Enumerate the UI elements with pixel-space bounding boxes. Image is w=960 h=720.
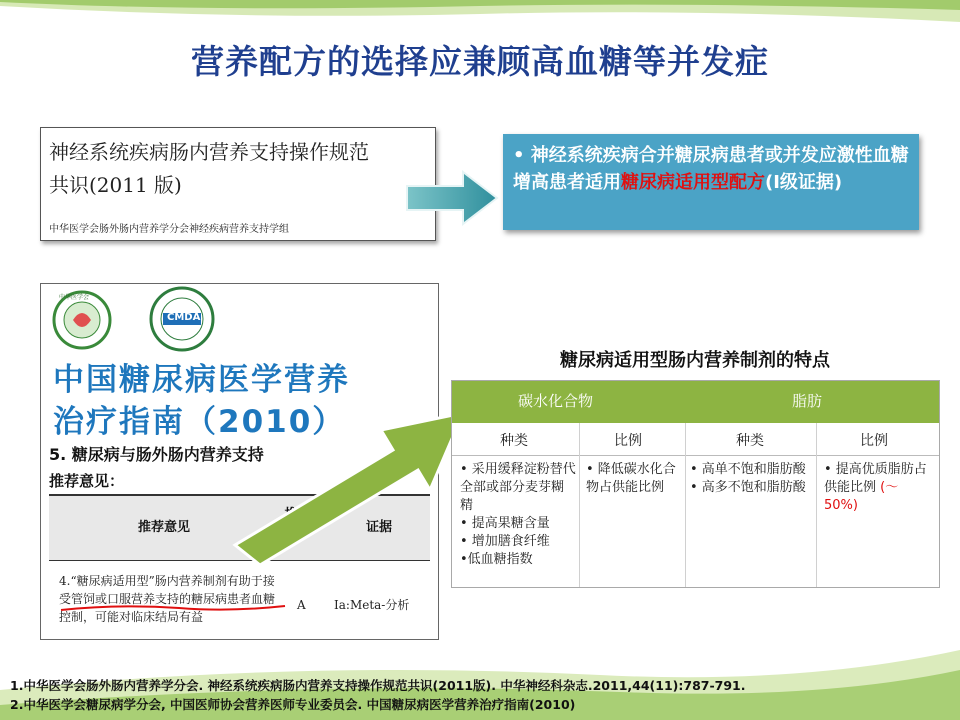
guideline-title-line1: 中国糖尿病医学营养 <box>53 362 350 398</box>
subheader-fat-type: 种类 <box>736 433 764 449</box>
reference-1: 1.中华医学会肠外肠内营养学分会. 神经系统疾病肠内营养支持操作规范共识(2011版). 中华神经科杂志.2011,44(11):787-791. <box>10 678 746 693</box>
callout-text <box>513 142 909 196</box>
subheader-fat-ratio: 比例 <box>860 433 888 449</box>
guideline-header-recommend: 推荐意见 <box>137 520 190 535</box>
consensus-org: 中华医学会肠外肠内营养学分会神经疾病营养支持学组 <box>49 224 289 235</box>
guideline-header-evidence: 证据 <box>365 520 392 535</box>
consensus-title-line1: 神经系统疾病肠内营养支持操作规范 <box>49 140 369 164</box>
features-table-subheader <box>452 423 939 456</box>
consensus-title-line2: 共识(2011 版) <box>49 173 182 197</box>
cmda-logo-text: CMDA <box>167 312 201 323</box>
carb-ratio-cell: • 降低碳水化合物占供能比例 <box>586 462 676 495</box>
features-table-header <box>452 381 939 423</box>
page-title: 营养配方的选择应兼顾高血糖等并发症 <box>191 42 769 81</box>
divider <box>685 423 686 587</box>
guideline-row-level: A <box>297 598 306 612</box>
guideline-recommend-label: 推荐意见： <box>49 472 125 490</box>
list-item: • 高单不饱和脂肪酸 <box>690 462 806 477</box>
guideline-section: 5. 糖尿病与肠外肠内营养支持 <box>49 445 264 464</box>
callout-text-highlight: 糖尿病适用型配方 <box>621 172 765 193</box>
fat-ratio-highlight: (～50%) <box>824 480 899 513</box>
guideline-row-evidence: Ia:Meta-分析 <box>334 598 410 612</box>
fat-ratio-cell <box>824 461 932 515</box>
recommendation-callout <box>503 134 919 230</box>
list-item: • 高多不饱和脂肪酸 <box>690 480 806 495</box>
callout-text-evidence: (Ⅰ级证据) <box>765 172 843 193</box>
consensus-document-image <box>40 127 436 241</box>
divider <box>579 423 580 587</box>
guideline-row-text: 4.“糖尿病适用型”肠内营养制剂有助于接受管饲或口服营养支持的糖尿病患者血糖控制，可能对临床结局有益 <box>59 574 276 624</box>
subheader-carb-type: 种类 <box>500 433 528 449</box>
list-item: • 提高果糖含量 <box>460 516 550 531</box>
table-title: 糖尿病适用型肠内营养制剂的特点 <box>560 350 830 371</box>
list-item: • 采用缓释淀粉替代全部或部分麦芽糊精 <box>460 462 576 513</box>
cma-logo-text: 中华医学会 <box>59 294 90 301</box>
list-item: • 增加膳食纤维 <box>460 534 550 549</box>
fat-types-cell <box>690 461 808 497</box>
carb-types-cell <box>460 461 576 569</box>
red-underline-mark <box>59 596 289 616</box>
fat-ratio-text: • 提高优质脂肪占供能比例 <box>824 462 927 495</box>
callout-bullet: • <box>513 145 525 166</box>
callout-text-main: 神经系统疾病合并糖尿病患者或并发应激性血糖增高患者适用 <box>513 145 909 193</box>
divider <box>816 423 817 587</box>
header-fat: 脂肪 <box>792 392 823 410</box>
consensus-title <box>49 136 433 202</box>
arrow-right-icon <box>405 168 501 228</box>
guideline-title-line2: 治疗指南（2010） <box>53 404 346 440</box>
reference-2: 2.中华医学会糖尿病学分会, 中国医师协会营养医师专业委员会. 中国糖尿病医学营养治疗指南(2010) <box>10 697 576 712</box>
features-table <box>451 380 940 588</box>
big-arrow-icon <box>215 395 475 565</box>
header-carbohydrate: 碳水化合物 <box>518 392 594 410</box>
subheader-carb-ratio: 比例 <box>614 433 642 449</box>
list-item: •低血糖指数 <box>460 552 533 567</box>
